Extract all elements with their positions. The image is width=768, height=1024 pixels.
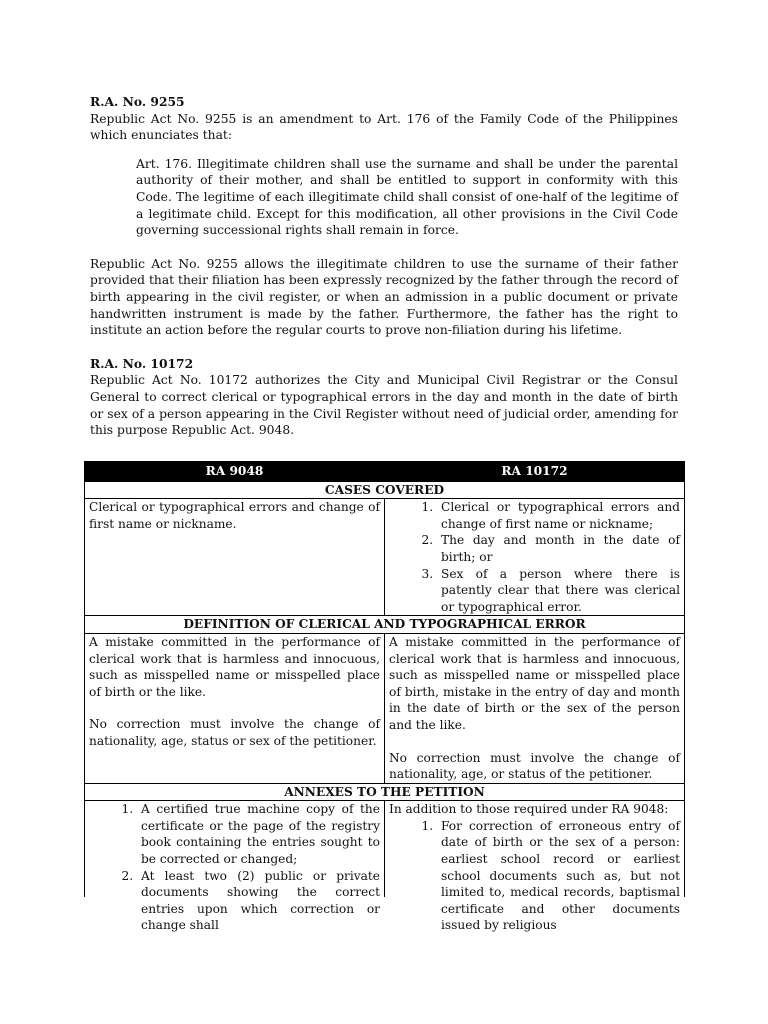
cases-ra9048-text: Clerical or typographical errors and change of first name or nickname.	[89, 500, 380, 531]
definition-ra10172-p1: A mistake committed in the performance of clerical work that is harmless and innocuous, such as misspelled name or misspelled place of birth, mistake in the entry of day and month in the date of birth or the sex of the person and the like.	[389, 634, 680, 732]
definition-ra9048	[85, 633, 385, 783]
ra10172-body: Republic Act No. 10172 authorizes the City and Municipal Civil Registrar or the Consul General to correct clerical or typographical errors in the day and month in the date of birth or sex of a person appearing in the Civil Register without need of judicial order, amending for this purpose Republic Act. 9048.	[90, 373, 678, 438]
cases-ra10172-list	[389, 499, 680, 615]
annexes-ra10172-list	[389, 818, 680, 934]
list-item: 1. For correction of erroneous entry of date of birth or the sex of a person: earliest school record or earliest school documents such as, but not limited to, medical records, baptismal certificate and other documents issued by religious	[437, 818, 680, 934]
list-item: 1. Clerical or typographical errors and change of first name or nickname;	[437, 499, 680, 532]
column-header-ra10172: RA 10172	[385, 462, 685, 482]
list-item: 1. A certified true machine copy of the certificate or the page of the registry book containing the entries sought to be corrected or changed;	[137, 801, 380, 867]
annexes-ra9048-list	[89, 801, 380, 934]
section-title-annexes: ANNEXES TO THE PETITION	[85, 783, 685, 801]
list-item: 3. Sex of a person where there is patently clear that there was clerical or typographical error.	[437, 566, 680, 616]
definition-ra10172-p2: No correction must involve the change of nationality, age, or status of the petitioner.	[389, 750, 680, 782]
heading-ra9255: R.A. No. 9255	[90, 94, 185, 109]
list-item: 2. The day and month in the date of birth; or	[437, 532, 680, 565]
comparison-table	[84, 461, 685, 933]
definition-ra10172	[385, 633, 685, 783]
column-header-ra9048: RA 9048	[85, 462, 385, 482]
section-title-cases: CASES COVERED	[85, 481, 685, 499]
definition-ra9048-p2: No correction must involve the change of nationality, age, status or sex of the petitioner.	[89, 717, 380, 748]
ra9255-intro: Republic Act No. 9255 is an amendment to Art. 176 of the Family Code of the Philippines which enunciates that:	[90, 111, 678, 143]
cases-ra10172	[385, 499, 685, 616]
section-title-definition: DEFINITION OF CLERICAL AND TYPOGRAPHICAL ERROR	[85, 616, 685, 634]
cases-ra9048	[85, 499, 385, 616]
annexes-ra9048	[85, 801, 385, 933]
ra9255-body: Republic Act No. 9255 allows the illegitimate children to use the surname of their father provided that their filiation has been expressly recognized by the father through the record of birth appearing in the civil register, or when an admission in a public document or private handwritten instrument is made by the father. Furthermore, the father has the right to institute an action before the regular courts to prove non-filiation during his lifetime.	[90, 256, 678, 338]
heading-ra10172: R.A. No. 10172	[90, 355, 194, 371]
definition-ra9048-p1: A mistake committed in the performance of clerical work that is harmless and innocuous, such as misspelled name or misspelled place of birth or the like.	[89, 634, 380, 699]
annexes-ra10172-intro: In addition to those required under RA 9048:	[389, 802, 669, 817]
annexes-ra10172	[385, 801, 685, 933]
document-body	[90, 94, 678, 439]
list-item: 2. At least two (2) public or private documents showing the correct entries upon which correction or change shall	[137, 868, 380, 934]
art176-quote: Art. 176. Illegitimate children shall use the surname and shall be under the parental authority of their mother, and shall be entitled to support in conformity with this Code. The legitime of each illegitimate child shall consist of one-half of the legitime of a legitimate child. Except for this modification, all other provisions in the Civil Code governing successional rights shall remain in force.	[136, 156, 678, 238]
